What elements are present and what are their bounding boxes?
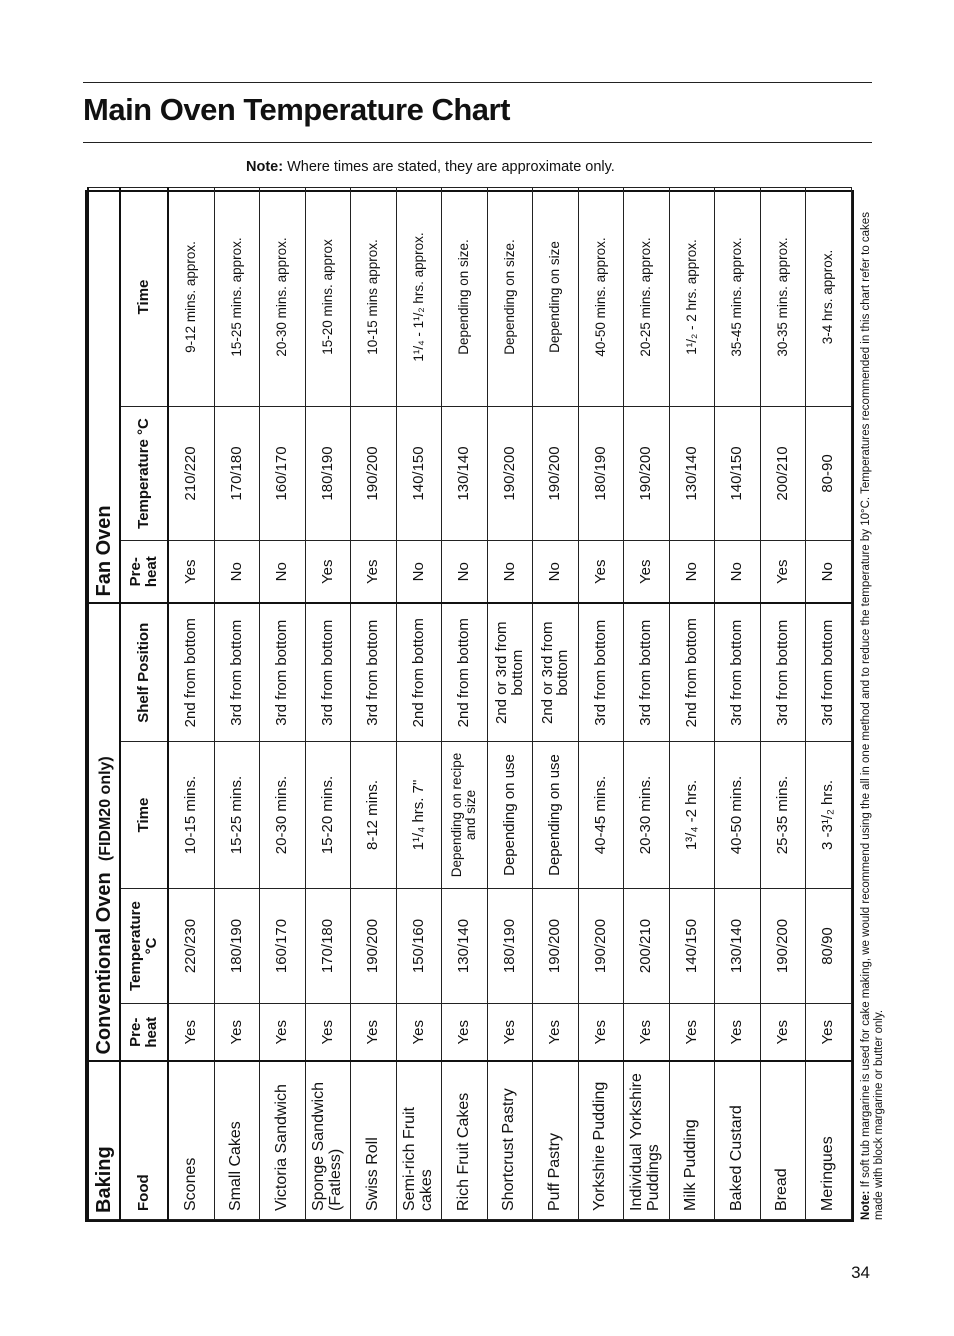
conv-temperature-cell: 80/90 [805, 889, 851, 1004]
food-cell: Puff Pastry [532, 1062, 578, 1220]
note-label: Note: [246, 159, 284, 175]
conv-temperature-cell: 160/170 [259, 889, 305, 1004]
header-shelf-position: Shelf Position [120, 603, 168, 741]
food-cell: Shortcrust Pastry [487, 1062, 533, 1220]
title-rule [83, 142, 872, 143]
fan-preheat-cell: Yes [578, 540, 624, 603]
fan-temperature-cell: 190/200 [487, 406, 533, 540]
conv-preheat-cell: Yes [350, 1004, 396, 1062]
conv-time-cell: 3 -3¹/₂ hrs. [805, 742, 851, 889]
fan-time-cell: Depending on size. [487, 187, 533, 406]
conv-time-cell: Depending on use [532, 742, 578, 889]
page-title: Main Oven Temperature Chart [83, 92, 510, 127]
table-row [168, 187, 214, 1219]
table-body [168, 187, 851, 1219]
fan-preheat-cell: Yes [623, 540, 669, 603]
conv-temperature-cell: 180/190 [487, 889, 533, 1004]
table-row [669, 187, 715, 1219]
header-conv-preheat: Pre-heat [120, 1004, 168, 1062]
food-cell: Bread [760, 1062, 806, 1220]
page-number: 34 [851, 1263, 870, 1282]
fan-temperature-cell: 190/200 [532, 406, 578, 540]
fan-temperature-cell: 210/220 [168, 406, 214, 540]
fan-temperature-cell: 140/150 [396, 406, 442, 540]
food-cell: Baked Custard [714, 1062, 760, 1220]
fan-preheat-cell: No [487, 540, 533, 603]
table-row [305, 187, 351, 1219]
table-row [259, 187, 305, 1219]
shelf-position-cell: 2nd from bottom [441, 603, 487, 741]
conv-preheat-cell: Yes [487, 1004, 533, 1062]
fan-time-cell: 40-50 mins. approx. [578, 187, 624, 406]
fan-temperature-cell: 80-90 [805, 406, 851, 540]
conv-preheat-cell: Yes [669, 1004, 715, 1062]
conv-temperature-cell: 190/200 [760, 889, 806, 1004]
note-text: Where times are stated, they are approximate only. [287, 159, 615, 175]
fan-time-cell: 15-25 mins. approx. [214, 187, 260, 406]
conv-temperature-cell: 200/210 [623, 889, 669, 1004]
food-cell: Semi-rich Fruit cakes [396, 1062, 442, 1220]
fan-preheat-cell: Yes [168, 540, 214, 603]
fan-time-cell: 30-35 mins. approx. [760, 187, 806, 406]
shelf-position-cell: 3rd from bottom [214, 603, 260, 741]
conv-preheat-cell: Yes [578, 1004, 624, 1062]
fan-temperature-cell: 130/140 [669, 406, 715, 540]
shelf-position-cell: 3rd from bottom [760, 603, 806, 741]
fan-time-cell: Depending on size. [441, 187, 487, 406]
fan-temperature-cell: 190/200 [350, 406, 396, 540]
fan-preheat-cell: Yes [760, 540, 806, 603]
conv-time-cell: 15-20 mins. [305, 742, 351, 889]
fan-preheat-cell: No [441, 540, 487, 603]
conv-preheat-cell: Yes [214, 1004, 260, 1062]
fan-preheat-cell: No [805, 540, 851, 603]
footnote-label: Note: [859, 1190, 871, 1220]
food-cell: Sponge Sandwich (Fatless) [305, 1062, 351, 1220]
table-row [350, 187, 396, 1219]
group-baking: Baking [88, 1062, 120, 1220]
food-cell: Small Cakes [214, 1062, 260, 1220]
fan-time-cell: 3-4 hrs. approx. [805, 187, 851, 406]
fan-temperature-cell: 200/210 [760, 406, 806, 540]
conventional-sub: (FIDM20 only) [96, 756, 113, 862]
table-row [441, 187, 487, 1219]
food-cell: Rich Fruit Cakes [441, 1062, 487, 1220]
fan-temperature-cell: 160/170 [259, 406, 305, 540]
conv-preheat-cell: Yes [259, 1004, 305, 1062]
fan-time-cell: Depending on size [532, 187, 578, 406]
conv-temperature-cell: 190/200 [578, 889, 624, 1004]
shelf-position-cell: 3rd from bottom [578, 603, 624, 741]
conv-time-cell: Depending on use [487, 742, 533, 889]
shelf-position-cell: 3rd from bottom [350, 603, 396, 741]
fan-preheat-cell: No [396, 540, 442, 603]
header-conv-temperature: Temperature °C [120, 889, 168, 1004]
footnote-text: If soft tub margarine is used for cake making, we would recommend using the all in one method and to reduce the temperature by 10°C. Temperatures recommended in this chart refer to cakes made with block margarine or butter only. [859, 212, 885, 1220]
table-row [623, 187, 669, 1219]
header-fan-time: Time [120, 187, 168, 406]
table-row [396, 187, 442, 1219]
fan-time-cell: 1¹/₂ - 2 hrs. approx. [669, 187, 715, 406]
conv-time-cell: 20-30 mins. [623, 742, 669, 889]
fan-time-cell: 10-15 mins approx. [350, 187, 396, 406]
conv-temperature-cell: 190/200 [350, 889, 396, 1004]
shelf-position-cell: 2nd or 3rd from bottom [532, 603, 578, 741]
conv-temperature-cell: 150/160 [396, 889, 442, 1004]
shelf-position-cell: 3rd from bottom [305, 603, 351, 741]
conv-preheat-cell: Yes [168, 1004, 214, 1062]
table-row [487, 187, 533, 1219]
conv-temperature-cell: 130/140 [714, 889, 760, 1004]
conv-temperature-cell: 170/180 [305, 889, 351, 1004]
conv-temperature-cell: 180/190 [214, 889, 260, 1004]
fan-temperature-cell: 180/190 [578, 406, 624, 540]
approximate-note [246, 159, 615, 175]
conv-time-cell: 1³/₄ -2 hrs. [669, 742, 715, 889]
header-food: Food [120, 1062, 168, 1220]
header-fan-temperature: Temperature °C [120, 406, 168, 540]
temperature-table [87, 187, 852, 1220]
table-row [805, 187, 851, 1219]
fan-time-cell: 35-45 mins. approx. [714, 187, 760, 406]
conventional-label: Conventional Oven [92, 872, 114, 1055]
top-rule [83, 82, 872, 83]
conv-time-cell: 40-45 mins. [578, 742, 624, 889]
fan-preheat-cell: No [214, 540, 260, 603]
fan-temperature-cell: 170/180 [214, 406, 260, 540]
table-row [214, 187, 260, 1219]
fan-time-cell: 9-12 mins. approx. [168, 187, 214, 406]
fan-time-cell: 15-20 mins. approx [305, 187, 351, 406]
conv-time-cell: 25-35 mins. [760, 742, 806, 889]
fan-preheat-cell: No [259, 540, 305, 603]
conv-time-cell: 10-15 mins. [168, 742, 214, 889]
fan-time-cell: 20-30 mins. approx. [259, 187, 305, 406]
table-row [760, 187, 806, 1219]
food-cell: Swiss Roll [350, 1062, 396, 1220]
shelf-position-cell: 2nd from bottom [669, 603, 715, 741]
conv-preheat-cell: Yes [623, 1004, 669, 1062]
shelf-position-cell: 3rd from bottom [805, 603, 851, 741]
table-row [714, 187, 760, 1219]
fan-temperature-cell: 190/200 [623, 406, 669, 540]
shelf-position-cell: 3rd from bottom [259, 603, 305, 741]
fan-preheat-cell: No [532, 540, 578, 603]
fan-preheat-cell: No [714, 540, 760, 603]
conv-time-cell: 1¹/₄ hrs. 7" [396, 742, 442, 889]
fan-time-cell: 20-25 mins. approx. [623, 187, 669, 406]
conv-time-cell: Depending on recipe and size [441, 742, 487, 889]
table-row [578, 187, 624, 1219]
conv-preheat-cell: Yes [714, 1004, 760, 1062]
conv-time-cell: 8-12 mins. [350, 742, 396, 889]
conv-preheat-cell: Yes [305, 1004, 351, 1062]
shelf-position-cell: 3rd from bottom [714, 603, 760, 741]
food-cell: Meringues [805, 1062, 851, 1220]
group-fan-oven: Fan Oven [88, 187, 120, 603]
fan-preheat-cell: No [669, 540, 715, 603]
shelf-position-cell: 2nd or 3rd from bottom [487, 603, 533, 741]
header-fan-preheat: Pre-heat [120, 540, 168, 603]
conv-time-cell: 20-30 mins. [259, 742, 305, 889]
conv-preheat-cell: Yes [805, 1004, 851, 1062]
fan-temperature-cell: 130/140 [441, 406, 487, 540]
food-cell: Scones [168, 1062, 214, 1220]
group-conventional-oven [88, 603, 120, 1061]
header-conv-time: Time [120, 742, 168, 889]
conv-temperature-cell: 130/140 [441, 889, 487, 1004]
temperature-table-frame [85, 190, 854, 1222]
shelf-position-cell: 3rd from bottom [623, 603, 669, 741]
conv-preheat-cell: Yes [441, 1004, 487, 1062]
shelf-position-cell: 2nd from bottom [168, 603, 214, 741]
conv-temperature-cell: 220/230 [168, 889, 214, 1004]
food-cell: Yorkshire Pudding [578, 1062, 624, 1220]
rotated-table-block [85, 190, 885, 1222]
food-cell: Individual Yorkshire Puddings [623, 1062, 669, 1220]
conv-temperature-cell: 140/150 [669, 889, 715, 1004]
food-cell: Victoria Sandwich [259, 1062, 305, 1220]
footnote [859, 190, 885, 1222]
conv-time-cell: 40-50 mins. [714, 742, 760, 889]
fan-preheat-cell: Yes [350, 540, 396, 603]
food-cell: Milk Pudding [669, 1062, 715, 1220]
fan-preheat-cell: Yes [305, 540, 351, 603]
conv-time-cell: 15-25 mins. [214, 742, 260, 889]
conv-preheat-cell: Yes [532, 1004, 578, 1062]
fan-time-cell: 1¹/₄ - 1¹/₂ hrs. approx. [396, 187, 442, 406]
conv-preheat-cell: Yes [396, 1004, 442, 1062]
shelf-position-cell: 2nd from bottom [396, 603, 442, 741]
table-row [532, 187, 578, 1219]
fan-temperature-cell: 180/190 [305, 406, 351, 540]
conv-temperature-cell: 190/200 [532, 889, 578, 1004]
conv-preheat-cell: Yes [760, 1004, 806, 1062]
fan-temperature-cell: 140/150 [714, 406, 760, 540]
